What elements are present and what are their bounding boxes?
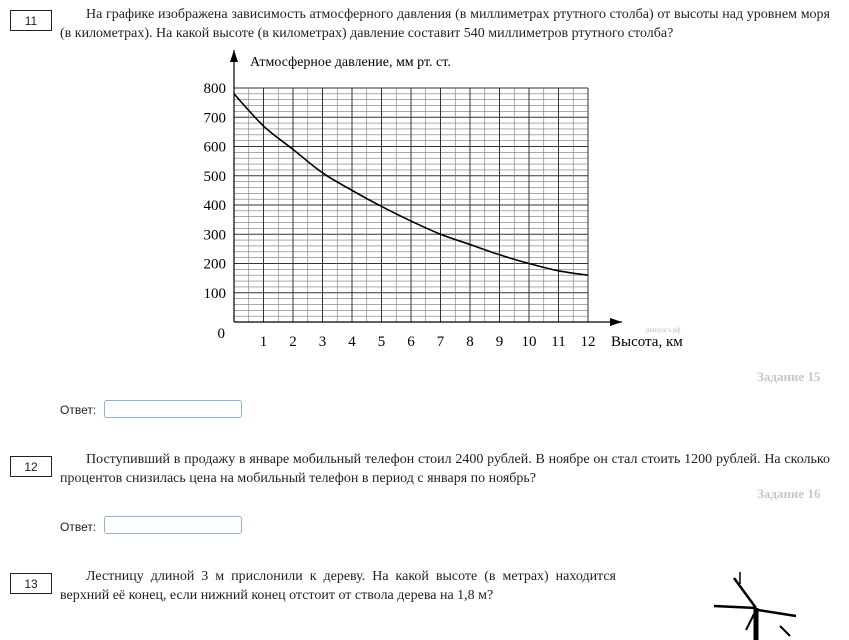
x-tick-label: 11	[551, 334, 565, 350]
x-tick-label: 3	[319, 334, 327, 350]
chart-labels	[204, 55, 684, 350]
x-tick-label: 8	[466, 334, 474, 350]
answer-label-11: Ответ:	[60, 403, 96, 417]
x-tick-label: 12	[581, 334, 596, 350]
x-tick-label: 6	[407, 334, 415, 350]
question-number-label: 13	[24, 577, 37, 591]
answer-input-11[interactable]	[104, 400, 242, 418]
answer-label-12: Ответ:	[60, 520, 96, 534]
x-tick-label: 5	[378, 334, 386, 350]
origin-label: 0	[218, 326, 226, 342]
watermark: решуогэ.рф	[646, 326, 681, 334]
x-tick-label: 1	[260, 334, 268, 350]
y-tick-label: 100	[204, 286, 227, 302]
task-reference-15: Задание 15	[757, 369, 820, 385]
x-tick-label: 2	[289, 334, 297, 350]
x-tick-label: 9	[496, 334, 504, 350]
question-12-text: Поступивший в продажу в январе мобильный телефон стоил 2400 рублей. В ноябре он стал стоить 1200 рублей. На сколько процентов снизилась цена на мобильный телефон в период с января по ноябрь?	[60, 450, 830, 488]
task-reference-16: Задание 16	[757, 486, 820, 502]
y-tick-label: 200	[204, 257, 227, 273]
y-tick-label: 400	[204, 198, 227, 214]
question-13-text: Лестницу длиной 3 м прислонили к дереву. На какой высоте (в метрах) находится верхний её конец, если нижний конец отстоит от ствола дерева на 1,8 м?	[60, 567, 616, 605]
y-tick-label: 500	[204, 169, 227, 185]
x-axis-title: Высота, км	[611, 334, 683, 350]
question-number-label: 11	[25, 14, 37, 28]
y-tick-label: 300	[204, 227, 227, 243]
y-tick-label: 700	[204, 110, 227, 126]
question-number-13	[10, 573, 52, 594]
y-tick-label: 800	[204, 81, 227, 97]
y-axis-title: Атмосферное давление, мм рт. ст.	[250, 55, 451, 70]
y-tick-label: 600	[204, 140, 227, 156]
question-11-text: На графике изображена зависимость атмосферного давления (в миллиметрах ртутного столба) от высоты над уровнем моря (в километрах). На какой высоте (в километрах) давление составит 540 миллиметров ртутного столба?	[60, 5, 830, 43]
x-tick-label: 7	[437, 334, 445, 350]
x-tick-label: 4	[348, 334, 356, 350]
x-tick-label: 10	[522, 334, 537, 350]
x-axis-arrow	[610, 318, 622, 326]
question-number-label: 12	[24, 460, 37, 474]
answer-input-12[interactable]	[104, 516, 242, 534]
question-number-12	[10, 456, 52, 477]
tree-ladder-illustration	[700, 570, 820, 640]
chart-grid	[234, 88, 588, 322]
y-axis-arrow	[230, 50, 238, 62]
